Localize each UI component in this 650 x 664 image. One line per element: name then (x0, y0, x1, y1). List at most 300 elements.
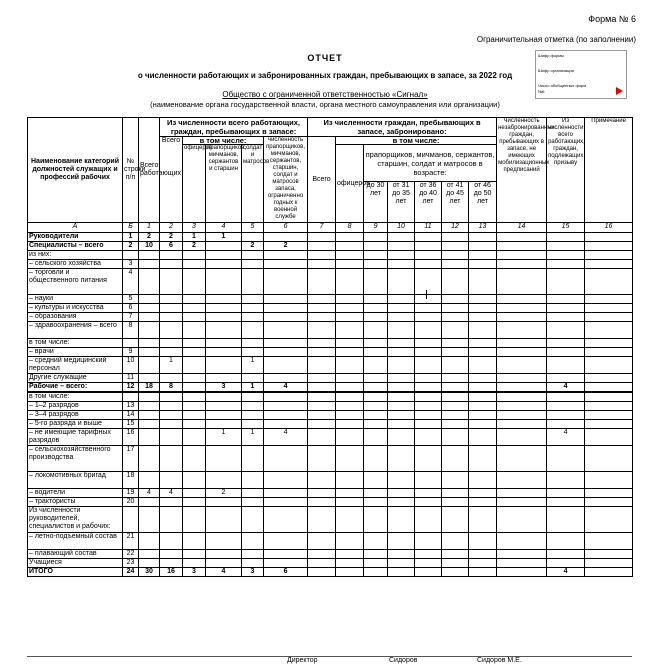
cell-col-10 (388, 420, 415, 429)
row-line: 10 (123, 357, 139, 374)
cell-col-16 (585, 313, 633, 322)
cell-col-4 (206, 392, 242, 402)
cell-col-7 (308, 260, 336, 269)
cell-col-4 (206, 472, 242, 489)
cell-col-3: 3 (183, 568, 206, 577)
row-line: 21 (123, 533, 139, 550)
cell-col-11 (415, 507, 442, 533)
cell-col-8 (336, 446, 364, 472)
cell-col-11 (415, 489, 442, 498)
cell-col-15 (547, 374, 585, 383)
table-row (28, 233, 633, 242)
cell-col-1 (139, 472, 160, 489)
cell-col-16 (585, 498, 633, 507)
col-header-15: Из численности всего работающих, граждан, подлежащих призыву (547, 118, 585, 223)
cell-col-4: 2 (206, 489, 242, 498)
group-header-2: Из численности граждан, пребывающих в запасе, забронировано: (308, 118, 497, 137)
row-line: 5 (123, 295, 139, 304)
col-header-soldiers: солдат и матросов (242, 145, 264, 223)
cell-col-4 (206, 304, 242, 313)
column-number: А (28, 223, 123, 233)
cell-col-6: 4 (264, 383, 308, 393)
cell-col-15 (547, 420, 585, 429)
cell-col-14 (497, 568, 547, 577)
cell-col-1 (139, 374, 160, 383)
col-header-ensigns: прапорщиков, мичманов, сержантов и старшин (206, 145, 242, 223)
cell-col-5 (242, 295, 264, 304)
cell-col-10 (388, 339, 415, 348)
cell-col-15 (547, 357, 585, 374)
cell-col-10 (388, 269, 415, 295)
cell-col-9 (364, 322, 388, 339)
row-line: 11 (123, 374, 139, 383)
cell-col-10 (388, 446, 415, 472)
cell-col-6 (264, 489, 308, 498)
cell-col-9 (364, 507, 388, 533)
cell-col-3 (183, 313, 206, 322)
age-group-header: прапорщиков, мичманов, сержантов, старшин, солдат и матросов в возрасте: (364, 145, 497, 182)
cell-col-10 (388, 313, 415, 322)
cell-col-8 (336, 339, 364, 348)
row-name: – водители (28, 489, 123, 498)
table-row (28, 304, 633, 313)
cell-col-3 (183, 498, 206, 507)
cell-col-11 (415, 446, 442, 472)
cell-col-1 (139, 392, 160, 402)
column-number: 6 (264, 223, 308, 233)
cell-col-9 (364, 233, 388, 242)
cell-col-4 (206, 242, 242, 251)
row-line: 14 (123, 411, 139, 420)
row-name: Учащиеся (28, 559, 123, 568)
cell-col-7 (308, 295, 336, 304)
row-line: 3 (123, 260, 139, 269)
cell-col-9 (364, 446, 388, 472)
cell-col-15 (547, 507, 585, 533)
cell-col-1 (139, 411, 160, 420)
table-row (28, 533, 633, 550)
cell-col-11 (415, 304, 442, 313)
cell-col-2 (160, 402, 183, 411)
row-name: в том числе: (28, 339, 123, 348)
cell-col-6 (264, 295, 308, 304)
cell-col-3 (183, 383, 206, 393)
col-header-officers2: офицеров (336, 145, 364, 223)
cell-col-5 (242, 269, 264, 295)
row-line: 7 (123, 313, 139, 322)
col-header-officers: офицеров (183, 145, 206, 223)
cell-col-2 (160, 429, 183, 446)
cell-col-15: 4 (547, 568, 585, 577)
cell-col-13 (469, 498, 497, 507)
cell-col-4 (206, 559, 242, 568)
cell-col-4 (206, 411, 242, 420)
cell-col-10 (388, 251, 415, 260)
cell-col-13 (469, 339, 497, 348)
cell-col-3 (183, 446, 206, 472)
cell-col-3: 1 (183, 233, 206, 242)
cell-col-6 (264, 348, 308, 357)
cell-col-14 (497, 383, 547, 393)
cell-col-12 (442, 313, 469, 322)
col-header-age1: до 30 лет (364, 182, 388, 223)
cell-col-8 (336, 550, 364, 559)
cell-col-13 (469, 411, 497, 420)
cell-col-7 (308, 507, 336, 533)
cell-col-9 (364, 348, 388, 357)
column-number: 13 (469, 223, 497, 233)
row-name: – летно-подъемный состав (28, 533, 123, 550)
cell-col-8 (336, 269, 364, 295)
column-number: 8 (336, 223, 364, 233)
cell-col-14 (497, 251, 547, 260)
column-number: 3 (183, 223, 206, 233)
cell-col-13 (469, 357, 497, 374)
cell-col-6 (264, 392, 308, 402)
cell-col-14 (497, 392, 547, 402)
cell-col-11 (415, 339, 442, 348)
cell-col-9 (364, 251, 388, 260)
cell-col-10 (388, 429, 415, 446)
cell-col-11 (415, 295, 442, 304)
cell-col-2 (160, 348, 183, 357)
cell-col-12 (442, 242, 469, 251)
cell-col-6 (264, 233, 308, 242)
cell-col-14 (497, 304, 547, 313)
cell-col-10 (388, 348, 415, 357)
table-row (28, 550, 633, 559)
cell-col-14 (497, 269, 547, 295)
cell-col-1: 30 (139, 568, 160, 577)
cell-col-6 (264, 357, 308, 374)
cell-col-6 (264, 533, 308, 550)
cell-col-2 (160, 260, 183, 269)
cell-col-6: 4 (264, 429, 308, 446)
cell-col-5 (242, 260, 264, 269)
table-row (28, 251, 633, 260)
cell-col-9 (364, 392, 388, 402)
cell-col-15 (547, 295, 585, 304)
cell-col-4 (206, 446, 242, 472)
cell-col-16 (585, 357, 633, 374)
cell-col-14 (497, 357, 547, 374)
cell-col-7 (308, 233, 336, 242)
row-name: Рабочие – всего: (28, 383, 123, 393)
table-row (28, 446, 633, 472)
cell-col-14 (497, 507, 547, 533)
col-header-total2: Всего (308, 137, 336, 223)
org-note: (наименование органа государственной власти, органа местного самоуправления или организации) (150, 100, 500, 109)
cell-col-9 (364, 420, 388, 429)
cell-col-3 (183, 374, 206, 383)
cell-col-15 (547, 402, 585, 411)
cell-col-7 (308, 392, 336, 402)
cell-col-9 (364, 568, 388, 577)
cell-col-7 (308, 357, 336, 374)
cell-col-9 (364, 559, 388, 568)
row-line (123, 339, 139, 348)
cell-col-13 (469, 251, 497, 260)
cell-col-9 (364, 374, 388, 383)
cell-col-14 (497, 446, 547, 472)
cell-col-12 (442, 339, 469, 348)
cell-col-11 (415, 411, 442, 420)
cell-col-13 (469, 322, 497, 339)
table-row (28, 269, 633, 295)
row-line (123, 392, 139, 402)
incl-header-2: в том числе: (336, 137, 497, 145)
col-header-age5: от 46 до 50 лет (469, 182, 497, 223)
cell-col-16 (585, 559, 633, 568)
signer-signature: Сидоров (389, 657, 418, 664)
cell-col-1: 10 (139, 242, 160, 251)
table-row (28, 402, 633, 411)
cell-col-16 (585, 251, 633, 260)
cell-col-12 (442, 472, 469, 489)
cell-col-7 (308, 498, 336, 507)
cell-col-5 (242, 251, 264, 260)
cell-col-7 (308, 242, 336, 251)
cell-col-14 (497, 374, 547, 383)
table-row (28, 472, 633, 489)
cell-col-12 (442, 507, 469, 533)
cell-col-3 (183, 269, 206, 295)
column-number: 9 (364, 223, 388, 233)
cell-col-13 (469, 568, 497, 577)
row-name: – средний медицинский персонал (28, 357, 123, 374)
cell-col-13 (469, 559, 497, 568)
cell-col-12 (442, 489, 469, 498)
cell-col-8 (336, 313, 364, 322)
cell-col-14 (497, 242, 547, 251)
row-name: – науки (28, 295, 123, 304)
row-name: в том числе: (28, 392, 123, 402)
cell-col-8 (336, 402, 364, 411)
row-line: 2 (123, 242, 139, 251)
col-header-line: № строки п/п (123, 118, 139, 223)
cell-col-3 (183, 550, 206, 559)
cell-col-7 (308, 568, 336, 577)
cell-col-15 (547, 550, 585, 559)
cell-col-9 (364, 357, 388, 374)
cell-col-4 (206, 269, 242, 295)
cell-col-8 (336, 383, 364, 393)
row-line (123, 507, 139, 533)
cell-col-1 (139, 550, 160, 559)
cell-col-4: 1 (206, 233, 242, 242)
cell-col-1: 4 (139, 489, 160, 498)
cell-col-13 (469, 260, 497, 269)
cell-col-2: 6 (160, 242, 183, 251)
cell-col-10 (388, 357, 415, 374)
cell-col-12 (442, 260, 469, 269)
cell-col-3 (183, 489, 206, 498)
restriction-note: Ограничительная отметка (по заполнении) (476, 35, 636, 44)
cell-col-10 (388, 374, 415, 383)
cell-col-12 (442, 233, 469, 242)
cell-col-15 (547, 242, 585, 251)
row-name: – сельского хозяйства (28, 260, 123, 269)
cell-col-6 (264, 411, 308, 420)
signer-position: Директор (287, 657, 318, 664)
cell-col-8 (336, 304, 364, 313)
cell-col-12 (442, 383, 469, 393)
cell-col-5 (242, 498, 264, 507)
cell-col-13 (469, 420, 497, 429)
cell-col-5 (242, 402, 264, 411)
cell-col-7 (308, 489, 336, 498)
cell-col-14 (497, 489, 547, 498)
cell-col-13 (469, 233, 497, 242)
table-row (28, 357, 633, 374)
table-row (28, 429, 633, 446)
cell-col-5: 1 (242, 357, 264, 374)
cell-col-5 (242, 559, 264, 568)
cell-col-12 (442, 568, 469, 577)
cell-col-1 (139, 429, 160, 446)
cell-col-3 (183, 411, 206, 420)
row-name: – сельскохозяйственного производства (28, 446, 123, 472)
report-title: ОТЧЕТ (307, 53, 343, 63)
cell-col-16 (585, 446, 633, 472)
row-name: – 3–4 разрядов (28, 411, 123, 420)
cell-col-13 (469, 383, 497, 393)
cell-col-2 (160, 550, 183, 559)
cell-col-4 (206, 260, 242, 269)
cell-col-4: 1 (206, 429, 242, 446)
cell-col-11 (415, 374, 442, 383)
cell-col-2 (160, 507, 183, 533)
row-name: Руководители (28, 233, 123, 242)
cell-col-12 (442, 411, 469, 420)
cell-col-6 (264, 498, 308, 507)
cell-col-10 (388, 295, 415, 304)
cell-col-5 (242, 533, 264, 550)
cell-col-9 (364, 260, 388, 269)
cell-col-13 (469, 392, 497, 402)
cell-col-5: 1 (242, 429, 264, 446)
cell-col-10 (388, 559, 415, 568)
cell-col-14 (497, 420, 547, 429)
col-header-16: Примечание (585, 118, 633, 223)
cell-col-6 (264, 550, 308, 559)
cell-col-8 (336, 559, 364, 568)
cell-col-14 (497, 348, 547, 357)
cell-col-7 (308, 429, 336, 446)
cell-col-14 (497, 559, 547, 568)
row-name: – трактористы (28, 498, 123, 507)
cell-col-9 (364, 383, 388, 393)
table-row (28, 339, 633, 348)
group-header-1: Из численности всего работающих, граждан, пребывающих в запасе: (160, 118, 308, 137)
cell-col-9 (364, 533, 388, 550)
cell-col-14 (497, 429, 547, 446)
cell-col-13 (469, 348, 497, 357)
cell-col-3 (183, 251, 206, 260)
cell-col-5 (242, 507, 264, 533)
cell-col-8 (336, 322, 364, 339)
cell-col-15 (547, 348, 585, 357)
cell-col-8 (336, 251, 364, 260)
cell-col-16 (585, 374, 633, 383)
cell-col-16 (585, 295, 633, 304)
cell-col-9 (364, 313, 388, 322)
column-number: 16 (585, 223, 633, 233)
cell-col-7 (308, 304, 336, 313)
cell-col-16 (585, 420, 633, 429)
cell-col-3 (183, 339, 206, 348)
cell-col-15 (547, 498, 585, 507)
cell-col-9 (364, 498, 388, 507)
row-line: 17 (123, 446, 139, 472)
cell-col-8 (336, 357, 364, 374)
cell-col-11 (415, 568, 442, 577)
code-label: Шифр организации (538, 68, 574, 73)
cell-col-11 (415, 260, 442, 269)
cell-col-7 (308, 383, 336, 393)
cell-col-13 (469, 446, 497, 472)
cell-col-7 (308, 374, 336, 383)
cell-col-15 (547, 392, 585, 402)
cell-col-3 (183, 472, 206, 489)
cell-col-16 (585, 242, 633, 251)
cell-col-5: 2 (242, 242, 264, 251)
col-header-age2: от 31 до 35 лет (388, 182, 415, 223)
cell-col-16 (585, 429, 633, 446)
cell-col-14 (497, 295, 547, 304)
cell-col-1 (139, 322, 160, 339)
cell-col-15: 4 (547, 383, 585, 393)
cell-col-15 (547, 304, 585, 313)
cell-col-14 (497, 260, 547, 269)
cell-col-11 (415, 402, 442, 411)
cell-col-1: 18 (139, 383, 160, 393)
cell-col-11 (415, 559, 442, 568)
cell-col-2: 1 (160, 357, 183, 374)
cell-col-1 (139, 339, 160, 348)
cell-col-13 (469, 489, 497, 498)
cell-col-14 (497, 339, 547, 348)
cell-col-10 (388, 411, 415, 420)
cell-col-5 (242, 550, 264, 559)
cell-col-8 (336, 295, 364, 304)
code-label: Шифр формы (538, 53, 564, 58)
cell-col-2 (160, 251, 183, 260)
cell-col-3 (183, 260, 206, 269)
cell-col-11 (415, 322, 442, 339)
row-name: – врачи (28, 348, 123, 357)
cell-col-5 (242, 374, 264, 383)
cell-col-15 (547, 251, 585, 260)
cell-col-4 (206, 550, 242, 559)
cell-col-3 (183, 295, 206, 304)
cell-col-15: 4 (547, 429, 585, 446)
table-row (28, 420, 633, 429)
cell-col-3 (183, 357, 206, 374)
cell-col-6 (264, 507, 308, 533)
cell-col-4 (206, 357, 242, 374)
cell-col-3 (183, 559, 206, 568)
cell-col-9 (364, 402, 388, 411)
col-header-age4: от 41 до 45 лет (442, 182, 469, 223)
cell-col-11 (415, 498, 442, 507)
cell-col-10 (388, 322, 415, 339)
cell-col-11 (415, 420, 442, 429)
cell-col-2 (160, 392, 183, 402)
cell-col-1 (139, 420, 160, 429)
cell-col-2: 4 (160, 489, 183, 498)
table-row (28, 295, 633, 304)
